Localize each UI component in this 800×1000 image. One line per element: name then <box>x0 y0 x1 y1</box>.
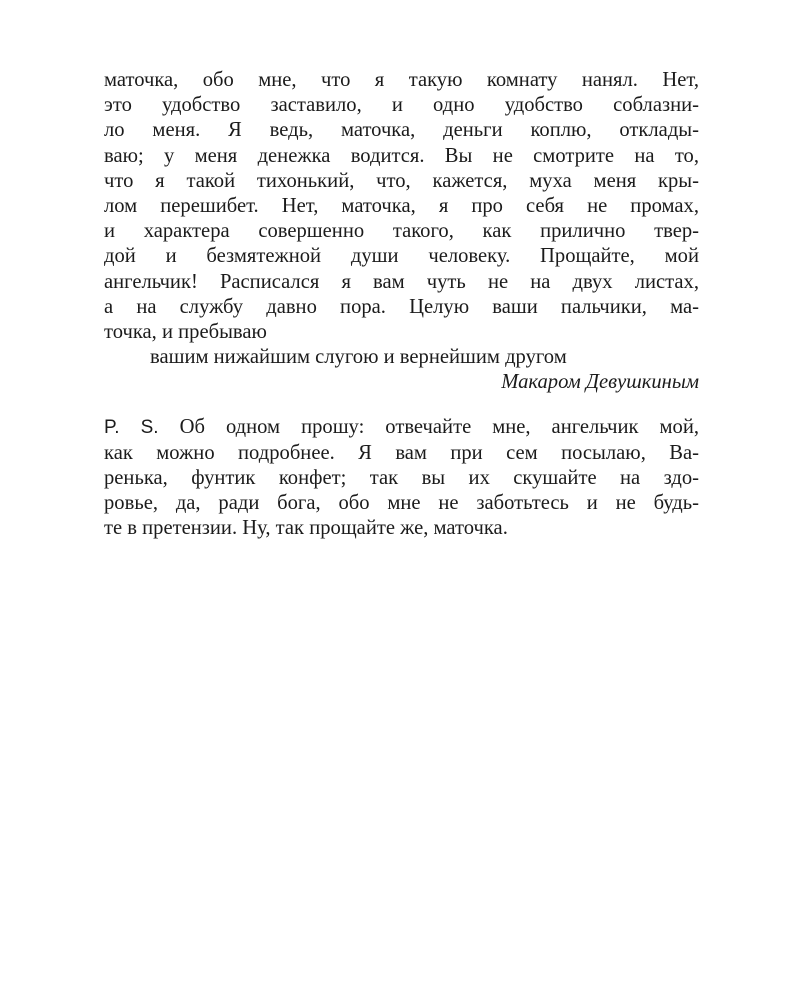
postscript-label: P. S. <box>104 417 159 439</box>
body-line: ваю; у меня денежка водится. Вы не смотрите на то, <box>104 144 699 167</box>
body-line: ло меня. Я ведь, маточка, деньги коплю, отклады- <box>104 119 699 142</box>
body-line: а на службу давно пора. Целую ваши пальчики, ма- <box>104 295 699 318</box>
body-line: что я такой тихонький, что, кажется, муха меня кры- <box>104 169 699 192</box>
postscript <box>104 415 699 541</box>
postscript-line-last: те в претензии. Ну, так прощайте же, маточка. <box>104 517 508 540</box>
letter-signature: Макаром Девушкиным <box>501 371 699 394</box>
body-line: лом перешибет. Нет, маточка, я про себя не промах, <box>104 194 699 217</box>
book-page <box>104 68 699 541</box>
postscript-line: ровье, да, ради бога, обо мне не заботьтесь и не будь- <box>104 492 699 514</box>
body-line: и характера совершенно такого, как прилично твер- <box>104 220 699 243</box>
body-line: ангельчик! Расписался я вам чуть не на двух листах, <box>104 270 699 293</box>
postscript-first-line-text: Об одном прошу: отвечайте мне, ангельчик мой, <box>179 416 700 439</box>
body-line-last: точка, и пребываю <box>104 320 267 343</box>
body-line: это удобство заставило, и одно удобство соблазни- <box>104 94 699 117</box>
body-line: дой и безмятежной души человеку. Прощайте, мой <box>104 245 699 268</box>
postscript-first-line <box>104 415 699 440</box>
letter-body <box>104 68 699 345</box>
letter-closing: вашим нижайшим слугою и вернейшим другом <box>150 346 567 369</box>
postscript-line: ренька, фунтик конфет; так вы их скушайте на здо- <box>104 466 699 489</box>
body-line: маточка, обо мне, что я такую комнату нанял. Нет, <box>104 69 699 91</box>
postscript-line: как можно подробнее. Я вам при сем посылаю, Ва- <box>104 441 699 464</box>
